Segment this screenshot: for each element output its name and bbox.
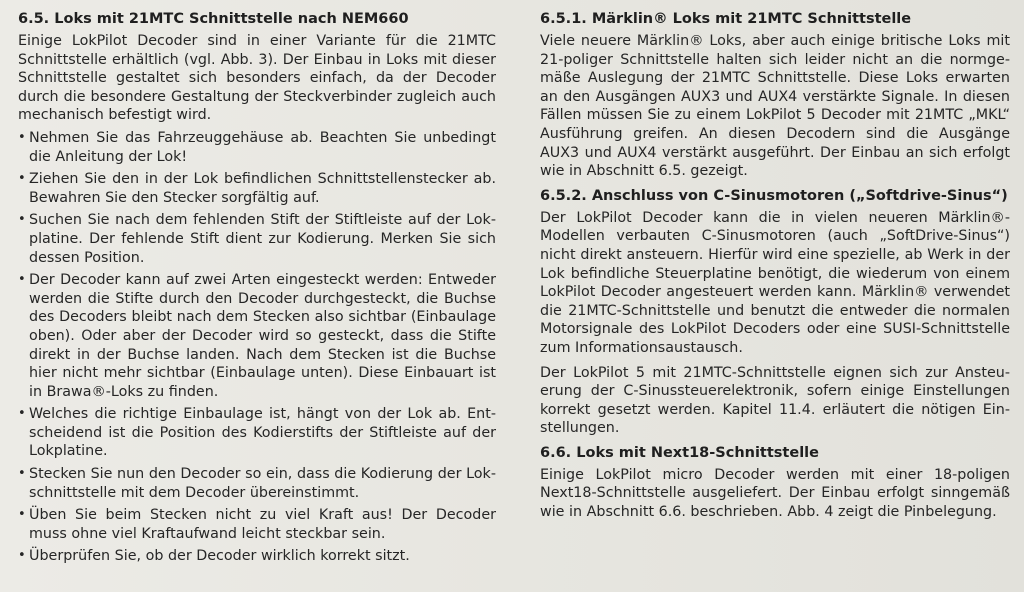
list-item: • Ziehen Sie den in der Lok befindlichen Schnittstellenstecker ab. Bewahren Sie den Stecker sorgfältig auf. [18, 170, 496, 207]
section-heading-6-5-1: 6.5.1. Märklin® Loks mit 21MTC Schnittstelle [540, 11, 912, 27]
instruction-list [18, 129, 496, 566]
section-text-6-5-2-a: Der LokPilot Decoder kann die in vielen neueren Märklin®-Modellen verbauten C-Sinusmotoren (auch „SoftDrive-Sinus“) nicht direkt ansteuern. Hierfür wird eine spezielle, ab Werk in der Lok befindliche Steuerplatine benötigt, die wiederum von einem LokPilot Decoder angesteuert werden kann. Märklin® verwendet die 21MTC-Schnittstelle und benutzt die entweder die normalen Motorsignale des LokPilot Decoders oder eine SUSI-Schnittstelle zum Informationsaustausch. [540, 209, 1010, 356]
section-intro: Einige LokPilot Decoder sind in einer Variante für die 21MTC Schnittstelle erhältlich (vgl. Abb. 3). Der Einbau in Loks mit dieser Schnittstelle gestaltet sich besonders einfach, da der Decoder durch die besondere Gestaltung der Steckverbinder zugleich auch mechanisch befestigt wird. [18, 33, 496, 124]
section-text-6-5-1: Viele neuere Märklin® Loks, aber auch einige britische Loks mit 21-poliger Schnittstelle halten sich leider nicht an die normgemäße Auslegung der 21MTC Schnittstelle. Diese Loks erwarten an den Ausgängen AUX3 und AUX4 verstärkte Signale. In diesen Fällen müssen Sie zu einem LokPilot 5 Decoder mit 21MTC „MKL“ Ausführung greifen. An diesen Decodern sind die Ausgänge AUX3 und AUX4 verstärkt ausgeführt. Der Einbau an sich erfolgt wie in Abschnitt 6.5. gezeigt. [540, 33, 1010, 180]
list-item: • Nehmen Sie das Fahrzeuggehäuse ab. Beachten Sie unbedingt die Anleitung der Lok! [18, 129, 496, 166]
section-text-6-6: Einige LokPilot micro Decoder werden mit einer 18-poligen Next18-Schnittstelle ausgeliefert. Der Einbau erfolgt sinngemäß wie in Abschnitt 6.6. beschrieben. Abb. 4 zeigt die Pinbelegung. [540, 466, 1010, 521]
list-item: • Üben Sie beim Stecken nicht zu viel Kraft aus! Der Decoder muss ohne viel Kraftaufwand leicht steckbar sein. [18, 506, 496, 543]
list-item: • Stecken Sie nun den Decoder so ein, dass die Kodierung der Lokschnittstelle mit dem Decoder übereinstimmt. [18, 465, 496, 502]
section-heading-6-5: 6.5. Loks mit 21MTC Schnittstelle nach NEM660 [18, 11, 409, 27]
list-item: • Suchen Sie nach dem fehlenden Stift der Stiftleiste auf der Lokplatine. Der fehlende Stift dient zur Kodierung. Merken Sie sich dessen Position. [18, 211, 496, 267]
left-column [18, 10, 496, 570]
section-heading-6-5-2: 6.5.2. Anschluss von C-Sinusmotoren („Softdrive-Sinus“) [540, 187, 1008, 204]
right-column [540, 10, 1010, 522]
section-text-6-5-2-b: Der LokPilot 5 mit 21MTC-Schnittstelle eignen sich zur Ansteuerung der C-Sinussteuerelektronik, sofern einige Einstellungen korrekt gesetzt werden. Kapitel 11.4. erläutert die nötigen Einstellungen. [540, 364, 1010, 437]
section-heading-6-6: 6.6. Loks mit Next18-Schnittstelle [540, 444, 819, 461]
list-item: • Der Decoder kann auf zwei Arten eingesteckt werden: Entweder werden die Stifte durch den Decoder durchgesteckt, die Buchse des Decoders bleibt nach dem Stecken also sichtbar (Einbaulage oben). Oder aber der Decoder wird so gesteckt, dass die Stifte direkt in der Buchse landen. Nach dem Stecken ist die Buchse hier nicht mehr sichtbar (Einbaulage unten). Diese Einbauart ist in Brawa®-Loks zu finden. [18, 271, 496, 401]
list-item: • Welches die richtige Einbaulage ist, hängt von der Lok ab. Entscheidend ist die Position des Kodierstifts der Stiftleiste auf der Lokplatine. [18, 405, 496, 461]
list-item: • Überprüfen Sie, ob der Decoder wirklich korrekt sitzt. [18, 547, 496, 566]
